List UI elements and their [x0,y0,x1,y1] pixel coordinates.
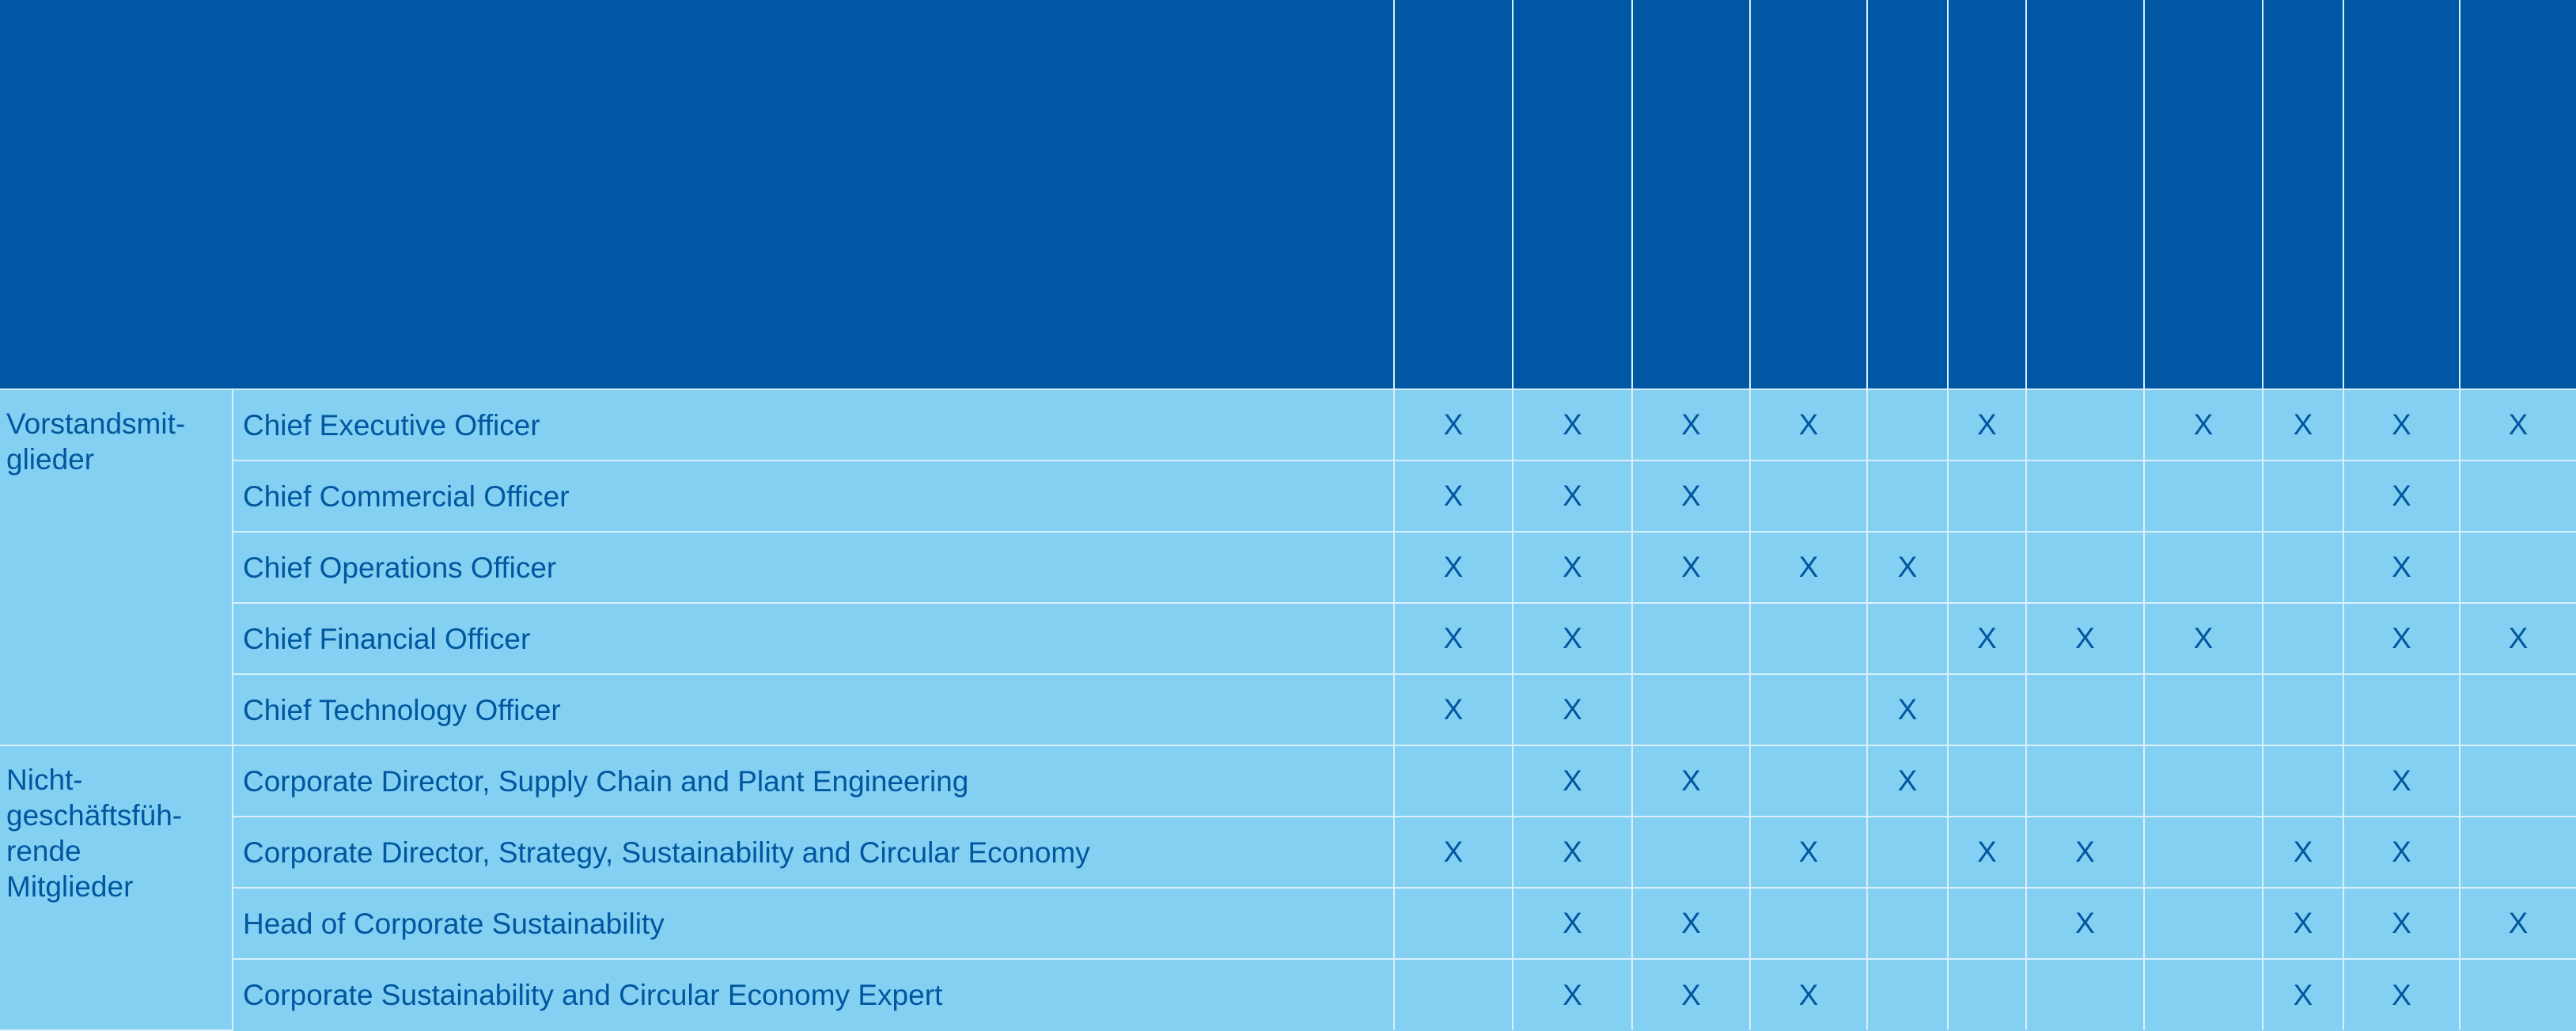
header-column-cell [1394,0,1513,389]
header-column-cell [2460,0,2576,389]
mark-cell: X [2263,817,2343,888]
group-label: Vorstandsmit- glieder [0,389,233,745]
header-column-cell [2026,0,2144,389]
mark-cell: X [2144,603,2263,674]
mark-cell [1948,745,2026,817]
mark-cell: X [2343,389,2460,461]
role-label: Chief Technology Officer [233,674,1394,745]
mark-cell [1394,745,1513,817]
role-label: Head of Corporate Sustainability [233,888,1394,959]
role-label: Chief Executive Officer [233,389,1394,461]
mark-cell: X [2343,745,2460,817]
header-column-cell [1513,0,1632,389]
mark-cell: X [1513,603,1632,674]
mark-cell: X [1632,888,1750,959]
mark-cell: X [2460,389,2576,461]
mark-cell: X [1513,674,1632,745]
header-column-cell [1948,0,2026,389]
mark-cell: X [1948,817,2026,888]
table-body [0,389,2576,1030]
mark-cell: X [1750,389,1867,461]
mark-cell: X [1394,461,1513,532]
mark-cell [2263,674,2343,745]
mark-cell: X [1632,745,1750,817]
role-label: Corporate Director, Supply Chain and Plant Engineering [233,745,1394,817]
group-label: Nicht- geschäftsfüh- rende Mitglieder [0,745,233,1030]
header-blank-cell [0,0,233,389]
role-label: Corporate Sustainability and Circular Economy Expert [233,959,1394,1030]
mark-cell [1867,959,1948,1030]
table-row [0,461,2576,532]
mark-cell [1750,603,1867,674]
mark-cell [1867,389,1948,461]
mark-cell [1867,461,1948,532]
mark-cell: X [1867,745,1948,817]
mark-cell: X [1394,389,1513,461]
mark-cell: X [2343,603,2460,674]
mark-cell: X [1513,817,1632,888]
mark-cell [1632,603,1750,674]
mark-cell [2026,745,2144,817]
mark-cell [1948,674,2026,745]
mark-cell: X [1632,461,1750,532]
mark-cell [2026,532,2144,603]
table-row [0,959,2576,1030]
mark-cell [2263,532,2343,603]
mark-cell [1750,461,1867,532]
mark-cell [2460,461,2576,532]
mark-cell: X [1513,888,1632,959]
mark-cell: X [2026,603,2144,674]
mark-cell: X [1632,532,1750,603]
mark-cell: X [2460,888,2576,959]
role-label: Corporate Director, Strategy, Sustainability and Circular Economy [233,817,1394,888]
mark-cell [2460,674,2576,745]
table-header-row [0,0,2576,389]
table-row [0,745,2576,817]
mark-cell [2144,745,2263,817]
mark-cell [1632,817,1750,888]
mark-cell: X [1513,532,1632,603]
mark-cell: X [2263,959,2343,1030]
header-column-cell [1632,0,1750,389]
mark-cell [1750,674,1867,745]
table-row [0,817,2576,888]
mark-cell [2026,461,2144,532]
mark-cell [2026,959,2144,1030]
header-column-cell [1867,0,1948,389]
mark-cell: X [1867,532,1948,603]
mark-cell [1632,674,1750,745]
mark-cell [1867,603,1948,674]
mark-cell: X [1750,959,1867,1030]
mark-cell: X [1513,461,1632,532]
mark-cell [2144,674,2263,745]
mark-cell: X [2343,959,2460,1030]
mark-cell: X [1750,817,1867,888]
mark-cell [1948,461,2026,532]
mark-cell [2460,532,2576,603]
mark-cell: X [1632,959,1750,1030]
mark-cell [1394,959,1513,1030]
mark-cell: X [2460,603,2576,674]
mark-cell [2460,745,2576,817]
mark-cell [1750,745,1867,817]
mark-cell: X [1394,603,1513,674]
mark-cell [2144,461,2263,532]
mark-cell: X [1867,674,1948,745]
role-label: Chief Financial Officer [233,603,1394,674]
mark-cell: X [1948,603,2026,674]
table-row [0,532,2576,603]
mark-cell: X [1394,817,1513,888]
header-column-cell [2343,0,2460,389]
mark-cell [1867,888,1948,959]
role-label: Chief Commercial Officer [233,461,1394,532]
role-label: Chief Operations Officer [233,532,1394,603]
mark-cell: X [2026,888,2144,959]
mark-cell [1948,532,2026,603]
mark-cell [1948,888,2026,959]
mark-cell: X [1750,532,1867,603]
mark-cell: X [2263,888,2343,959]
mark-cell: X [1394,532,1513,603]
mark-cell: X [1513,745,1632,817]
mark-cell [2144,959,2263,1030]
mark-cell: X [2026,817,2144,888]
mark-cell [2144,888,2263,959]
mark-cell: X [1394,674,1513,745]
mark-cell: X [2144,389,2263,461]
table-row [0,888,2576,959]
mark-cell: X [2343,817,2460,888]
table-row [0,603,2576,674]
header-column-cell [2263,0,2343,389]
mark-cell: X [1513,389,1632,461]
mark-cell: X [2263,389,2343,461]
mark-cell [2026,389,2144,461]
mark-cell: X [2343,532,2460,603]
mark-cell [2144,532,2263,603]
mark-cell [2263,603,2343,674]
header-blank-cell [233,0,1394,389]
mark-cell: X [1632,389,1750,461]
mark-cell [1948,959,2026,1030]
table-row [0,389,2576,461]
header-column-cell [2144,0,2263,389]
mark-cell: X [2343,888,2460,959]
mark-cell [2460,817,2576,888]
mark-cell: X [2343,461,2460,532]
table-row [0,674,2576,745]
mark-cell [2263,745,2343,817]
mark-cell [1750,888,1867,959]
mark-cell [2263,461,2343,532]
mark-cell [2026,674,2144,745]
header-column-cell [1750,0,1867,389]
mark-cell: X [1513,959,1632,1030]
mark-cell [1394,888,1513,959]
mark-cell [1867,817,1948,888]
mark-cell [2343,674,2460,745]
mark-cell [2144,817,2263,888]
mark-cell [2460,959,2576,1030]
mark-cell: X [1948,389,2026,461]
